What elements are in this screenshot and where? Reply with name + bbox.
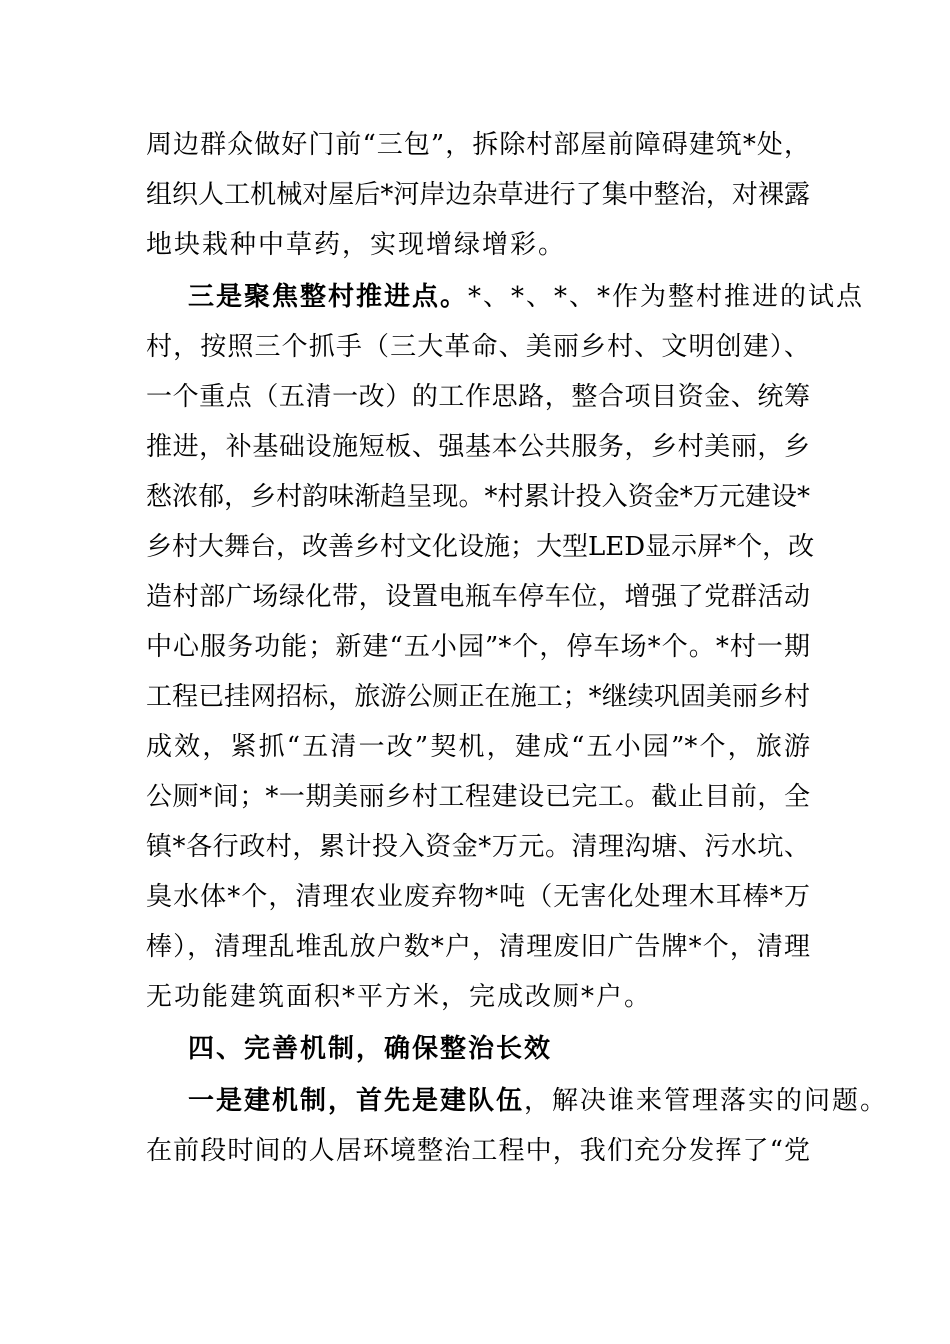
paragraph-line: 组织人工机械对屋后*河岸边杂草进行了集中整治，对裸露 [146, 180, 810, 210]
paragraph-line: 乡村大舞台，改善乡村文化设施；大型LED显示屏*个，改 [146, 532, 815, 562]
paragraph-line: 愁浓郁，乡村韵味渐趋呈现。*村累计投入资金*万元建设* [146, 482, 810, 512]
paragraph-line: 周边群众做好门前“三包”，拆除村部屋前障碍建筑*处， [146, 130, 810, 160]
paragraph-line: 工程已挂网招标，旅游公厕正在施工；*继续巩固美丽乡村 [146, 682, 810, 712]
paragraph-line: 成效，紧抓“五清一改”契机，建成“五小园”*个，旅游 [146, 732, 810, 762]
paragraph-line: 造村部广场绿化带，设置电瓶车停车位，增强了党群活动 [146, 582, 810, 612]
paragraph-line: 公厕*间；*一期美丽乡村工程建设已完工。截止目前，全 [146, 782, 810, 812]
paragraph-line: 臭水体*个，清理农业废弃物*吨（无害化处理木耳棒*万 [146, 882, 810, 912]
paragraph-1 [146, 120, 810, 270]
paragraph-line: 推进，补基础设施短板、强基本公共服务，乡村美丽，乡 [146, 432, 810, 462]
paragraph-3 [146, 1076, 889, 1176]
paragraph-2 [146, 272, 865, 1022]
paragraph-line: 地块栽种中草药，实现增绿增彩。 [146, 230, 567, 260]
paragraph-text: *、*、*、*作为整村推进的试点 [468, 282, 865, 312]
paragraph-first-line [146, 1076, 889, 1126]
paragraph-line: 镇*各行政村，累计投入资金*万元。清理沟塘、污水坑、 [146, 832, 810, 862]
document-page [146, 120, 889, 1176]
paragraph-text: ，解决谁来管理落实的问题。 [524, 1086, 889, 1116]
paragraph-lead: 一是建机制，首先是建队伍 [188, 1086, 525, 1116]
paragraph-line: 在前段时间的人居环境整治工程中，我们充分发挥了“党 [146, 1136, 810, 1166]
paragraph-line: 一个重点（五清一改）的工作思路，整合项目资金、统筹 [146, 382, 810, 412]
paragraph-line: 中心服务功能；新建“五小园”*个，停车场*个。*村一期 [146, 632, 810, 662]
paragraph-line: 无功能建筑面积*平方米，完成改厕*户。 [146, 982, 653, 1012]
paragraph-line: 村，按照三个抓手（三大革命、美丽乡村、文明创建）、 [146, 332, 810, 362]
paragraph-first-line [146, 272, 865, 322]
section-heading: 四、完善机制，确保整治长效 [188, 1034, 553, 1064]
paragraph-lead: 三是聚焦整村推进点。 [188, 282, 469, 312]
paragraph-line: 棒），清理乱堆乱放户数*户，清理废旧广告牌*个，清理 [146, 932, 810, 962]
